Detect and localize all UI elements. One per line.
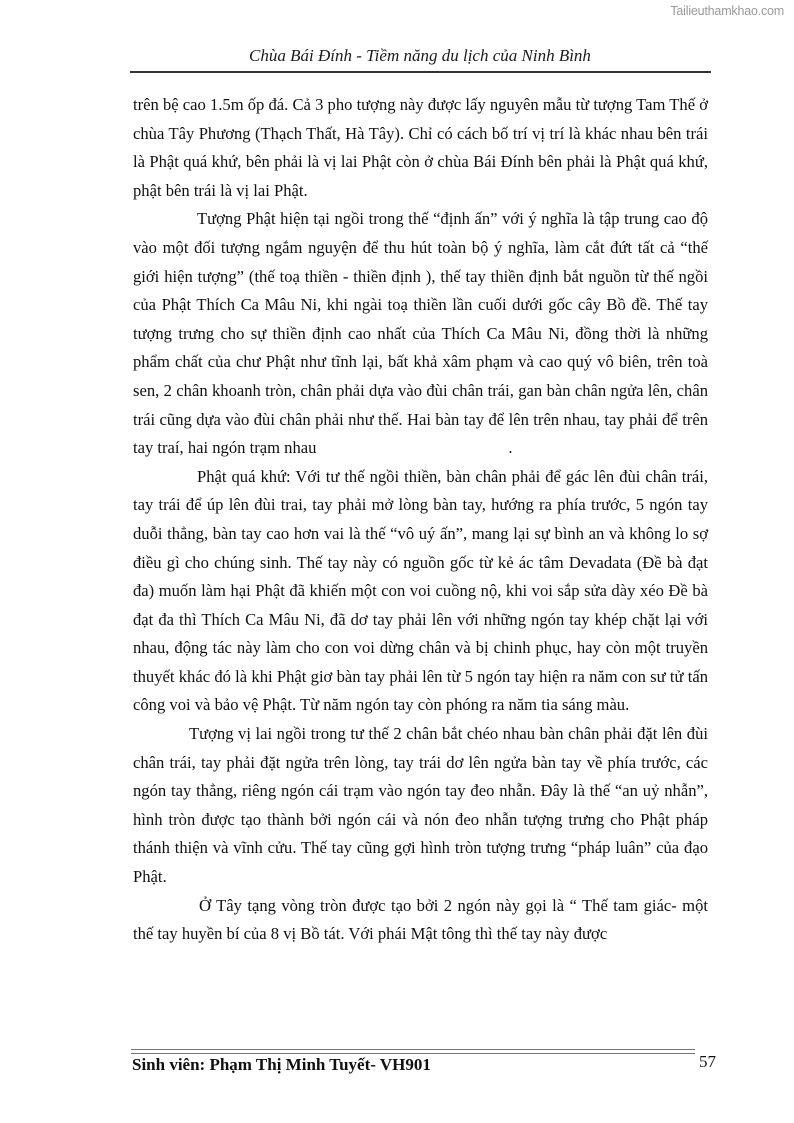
- paragraph: Phật quá khứ: Với tư thế ngồi thiền, bàn chân phải để gác lên đùi chân trái, tay trái để úp lên đùi trai, tay phải mở lòng bàn tay, hướng ra phía trước, 5 ngón tay duỗi thẳng, bàn tay cao hơn vai là thế “vô uý ấn”, mang lại sự bình an và không lo sợ điều gì cho chúng sinh. Thế tay này có nguồn gốc từ kẻ ác tâm Devadata (Đề bà đạt đa) muốn làm hại Phật đã khiến một con voi cuồng nộ, khi voi sắp sửa dày xéo Đề bà đạt đa thì Thích Ca Mâu Ni, đã dơ tay phải lên với những ngón tay khép chặt lại với nhau, động tác này làm cho con voi dừng chân và bị chinh phục, hay còn một truyền thuyết khác đó là khi Phật giơ bàn tay phải lên từ 5 ngón tay hiện ra năm con sư tử tấn công voi và bảo vệ Phật. Từ năm ngón tay còn phóng ra năm tia sáng màu.: [133, 466, 708, 715]
- paragraph: [133, 205, 708, 462]
- body-text: [133, 91, 708, 949]
- paragraph: trên bệ cao 1.5m ốp đá. Cả 3 pho tượng này được lấy nguyên mẫu từ tượng Tam Thế ở chùa Tây Phương (Thạch Thất, Hà Tây). Chỉ có cách bố trí vị trí là khác nhau bên trái là Phật quá khứ, bên phải là vị lai Phật còn ở chùa Bái Đính bên phải là Phật quá khứ, phật bên trái là vị lai Phật.: [133, 95, 708, 200]
- paragraph: Ở Tây tạng vòng tròn được tạo bởi 2 ngón này gọi là “ Thế tam giác- một thế tay huyền bí của 8 vị Bồ tát. Với phái Mật tông thì thế tay này được: [133, 895, 708, 944]
- paragraph: Tượng vị lai ngồi trong tư thế 2 chân bắt chéo nhau bàn chân phải đặt lên đùi chân trái, tay phải đặt ngửa trên lòng, tay trái dơ lên ngửa bàn tay về phía trước, các ngón tay thẳng, riêng ngón cái trạm vào ngón tay đeo nhẫn. Đây là thế “an uỷ nhẫn”, hình tròn được tạo thành bởi ngón cái và nón đeo nhẫn tượng trưng cho Phật pháp thánh thiện và vĩnh cửu. Thế tay cũng gợi hình tròn tượng trưng “pháp luân” của đạo Phật.: [133, 724, 708, 887]
- watermark: Tailieuthamkhao.com: [670, 4, 784, 18]
- paragraph-text: Tượng Phật hiện tại ngồi trong thế “định ấn” với ý nghĩa là tập trung cao độ vào một đối tượng ngắm nguyện để thu hút toàn bộ ý nghĩa, làm cắt đứt tất cả “thế giới hiện tượng” (thế toạ thiền - thiền định ), thế tay thiền định bắt nguồn từ thế ngồi của Phật Thích Ca Mâu Ni, khi ngài toạ thiền lần cuối dưới gốc cây Bồ đề. Thế tay tượng trưng cho sự thiền định cao nhất của Thích Ca Mâu Ni, đồng thời là những phẩm chất của chư Phật như tĩnh lại, bất khả xâm phạm và cao quý vô biên, trên toà sen, 2 chân khoanh tròn, chân phải dựa vào đùi chân trái, gan bàn chân ngửa lên, chân trái cũng dựa vào đùi chân phải như thế. Hai bàn tay để lên trên nhau, tay phải để trên tay traí, hai ngón trạm nhau: [133, 209, 708, 458]
- header-rule: [130, 71, 711, 73]
- page-number: 57: [699, 1052, 716, 1071]
- running-header: Chùa Bái Đính - Tiềm năng du lịch của Ninh Bình: [249, 46, 591, 65]
- footer-author: Sinh viên: Phạm Thị Minh Tuyết- VH901: [132, 1055, 431, 1074]
- footer-rule: [131, 1049, 695, 1054]
- stray-period: .: [508, 438, 513, 458]
